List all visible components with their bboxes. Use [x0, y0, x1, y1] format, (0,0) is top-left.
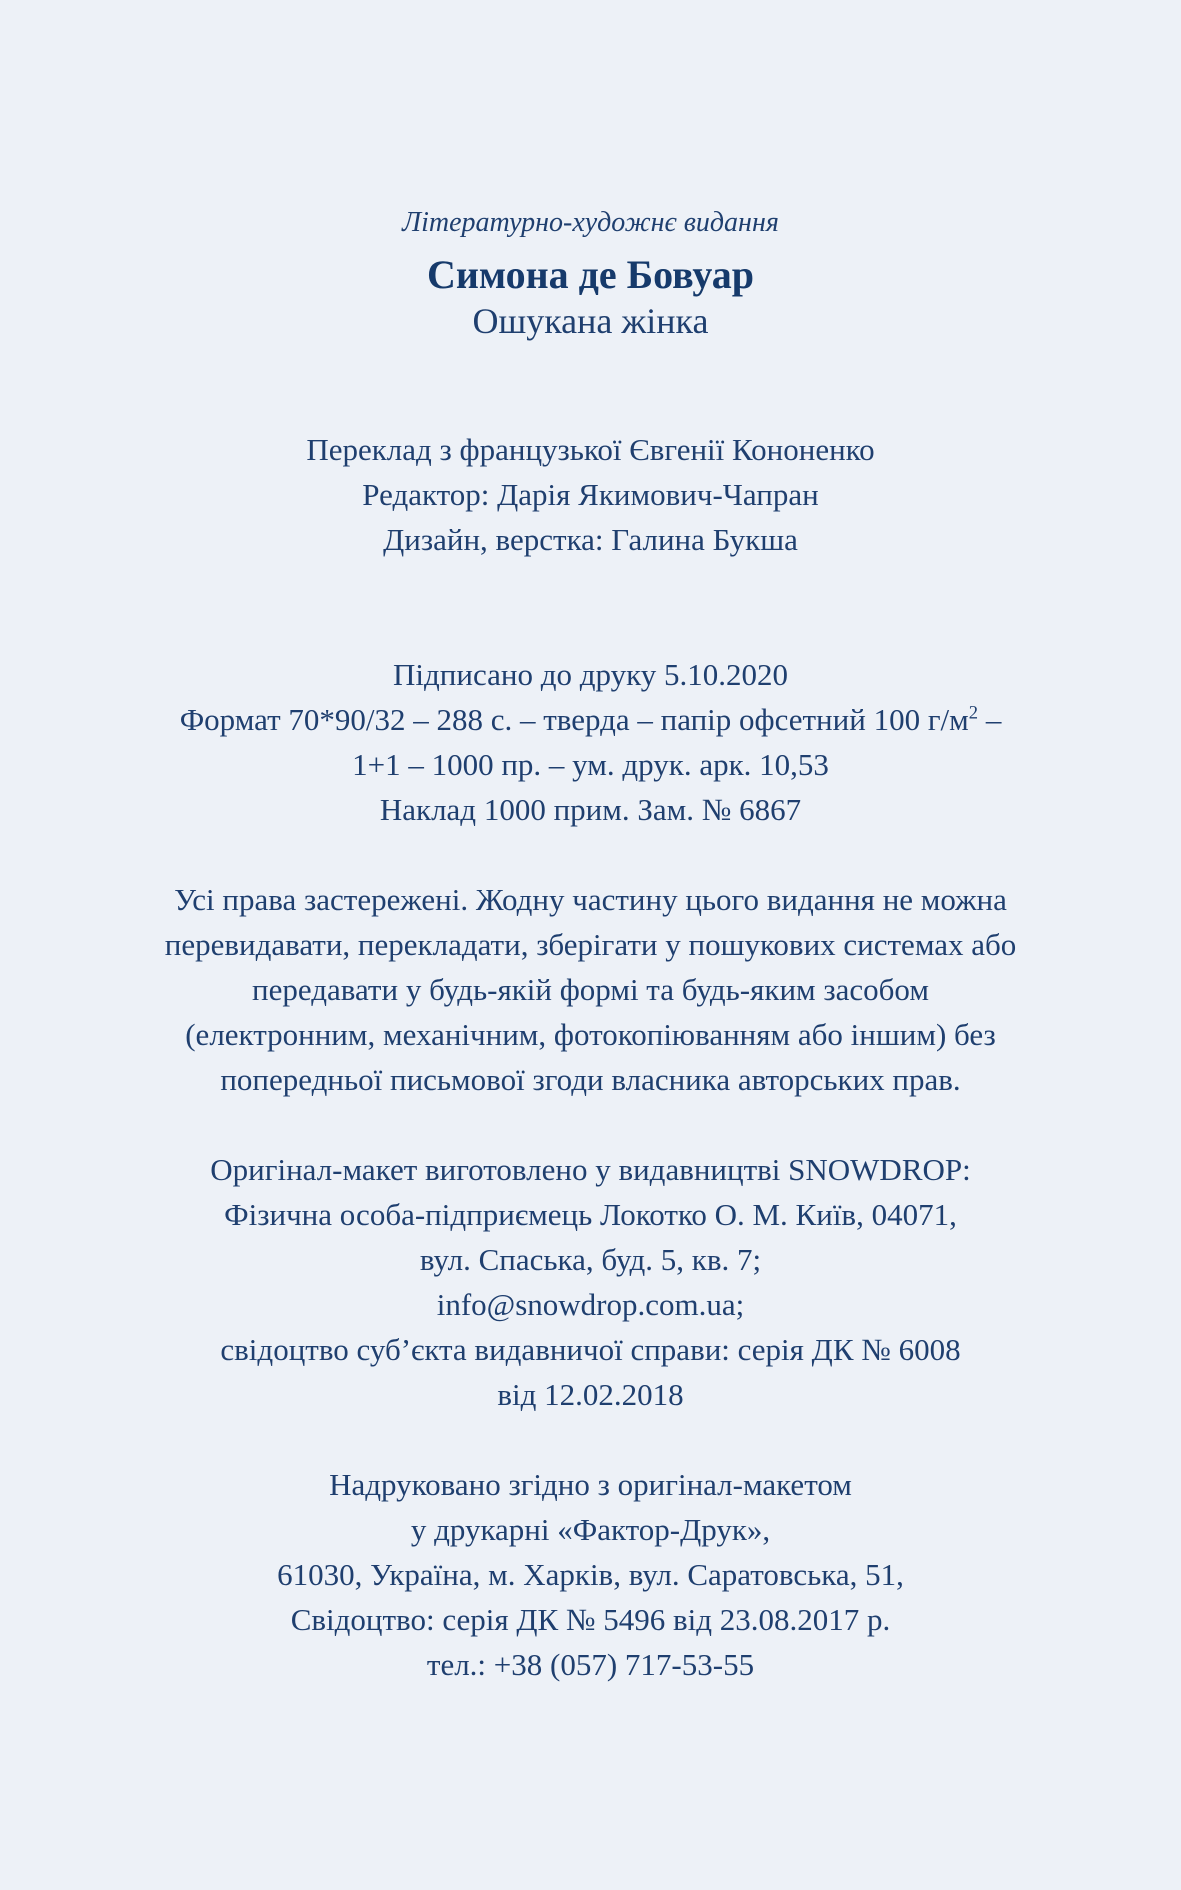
format-text: Формат 70*90/32 – 288 с. – тверда – папір офсетний 100 г/м: [179, 702, 969, 737]
author-name: Симона де Бовуар: [426, 252, 755, 297]
rights-line: перевидавати, перекладати, зберігати у пошукових системах або: [164, 927, 1017, 962]
rights-line: Усі права застережені. Жодну частину цього видання не можна: [174, 882, 1007, 917]
designer-credit: Дизайн, верстка: Галина Букша: [383, 522, 798, 557]
printer-line: у друкарні «Фактор-Друк»,: [410, 1512, 771, 1547]
publisher-line: від 12.02.2018: [497, 1377, 684, 1412]
publisher-line: Оригінал-макет виготовлено у видавництві SNOWDROP:: [210, 1152, 971, 1187]
printer-phone: тел.: +38 (057) 717-53-55: [426, 1647, 755, 1682]
signed-to-print: Підписано до друку 5.10.2020: [393, 657, 788, 692]
format-superscript: 2: [968, 702, 979, 724]
print-run-line: Наклад 1000 прим. Зам. № 6867: [379, 792, 802, 827]
format-line: [0, 697, 1181, 742]
rights-line: попередньої письмової згоди власника авторських прав.: [220, 1062, 961, 1097]
translator-credit: Переклад з французької Євгенії Кононенко: [306, 432, 875, 467]
rights-line: (електронним, механічним, фотокопіюванням або іншим) без: [185, 1017, 996, 1052]
printer-line: Свідоцтво: серія ДК № 5496 від 23.08.2017 р.: [290, 1602, 891, 1637]
publisher-email: info@snowdrop.com.ua;: [436, 1287, 745, 1322]
printer-line: 61030, Україна, м. Харків, вул. Саратовська, 51,: [277, 1557, 904, 1592]
editor-credit: Редактор: Дарія Якимович-Чапран: [362, 477, 819, 512]
rights-line: передавати у будь-якій формі та будь-яким засобом: [252, 972, 929, 1007]
sheets-line: 1+1 – 1000 пр. – ум. друк. арк. 10,53: [352, 747, 829, 782]
format-tail: –: [978, 702, 1002, 737]
book-title: Ошукана жінка: [472, 301, 709, 341]
publisher-line: свідоцтво суб’єкта видавничої справи: серія ДК № 6008: [220, 1332, 961, 1367]
printer-line: Надруковано згідно з оригінал-макетом: [329, 1467, 852, 1502]
publication-kind: Літературно-художнє видання: [402, 207, 779, 238]
publisher-line: вул. Спаська, буд. 5, кв. 7;: [419, 1242, 762, 1277]
publisher-line: Фізична особа-підприємець Локотко О. М. Київ, 04071,: [224, 1197, 957, 1232]
